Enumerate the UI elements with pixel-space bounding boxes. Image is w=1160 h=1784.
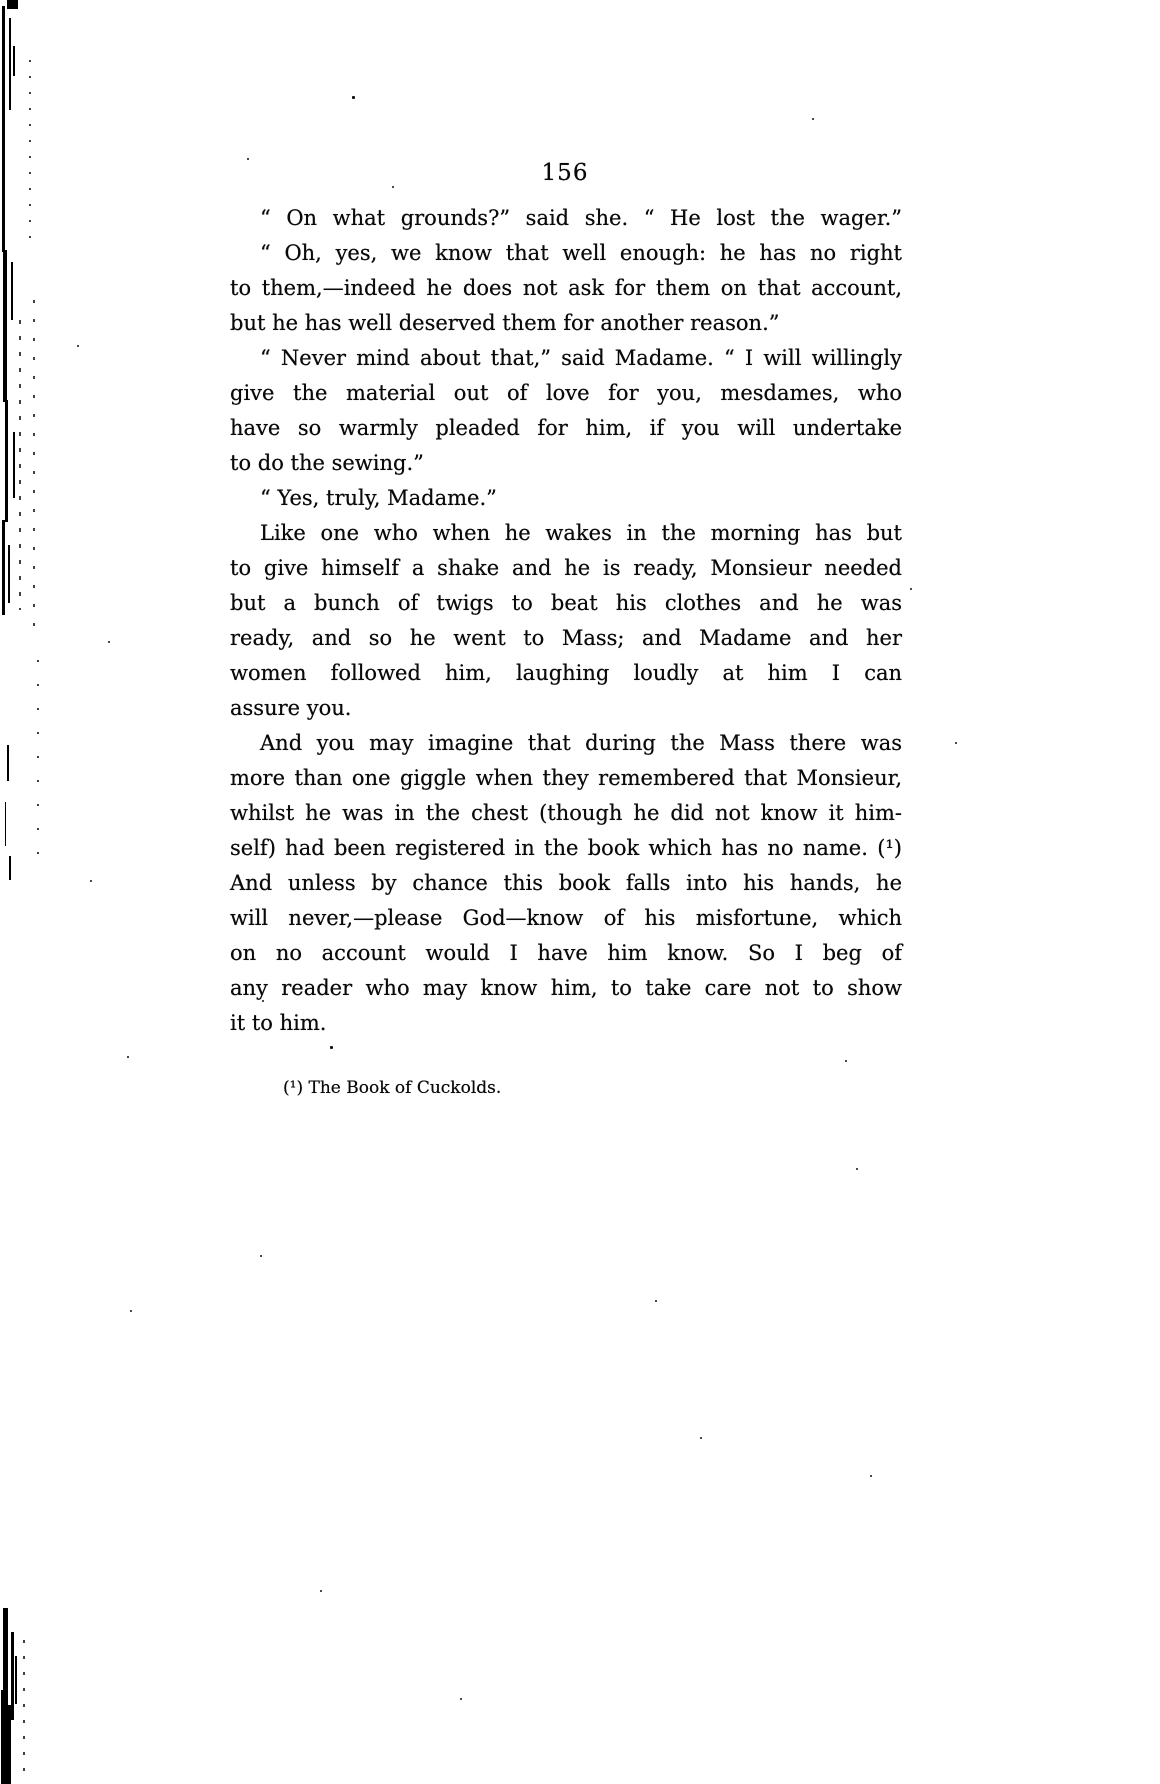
scan-speckle — [700, 1437, 702, 1439]
scan-speckle — [320, 1590, 322, 1592]
footnote: (¹) The Book of Cuckolds. — [283, 1078, 502, 1098]
scan-speckle — [392, 186, 394, 188]
text-line: to give himself a shake and he is ready, Monsieur needed — [230, 556, 902, 580]
text-line: it to him. — [230, 1011, 327, 1035]
text-line: to them,—indeed he does not ask for them on that account, — [230, 276, 902, 300]
scan-speckle — [130, 1310, 132, 1312]
text-line: have so warmly pleaded for him, if you will undertake — [230, 416, 902, 440]
paragraph — [230, 341, 902, 481]
paragraph — [230, 481, 902, 516]
text-line: self) had been registered in the book which has no name. (¹) — [230, 836, 902, 860]
scan-speckle — [352, 96, 355, 99]
text-line: Like one who when he wakes in the morning has but — [260, 521, 902, 545]
text-line: women followed him, laughing loudly at him I can — [230, 661, 902, 685]
paragraph — [230, 516, 902, 726]
text-line: give the material out of love for you, mesdames, who — [230, 381, 902, 405]
scan-speckle — [127, 1056, 129, 1058]
text-line: more than one giggle when they remembered that Monsieur, — [230, 766, 902, 790]
text-line: “ Never mind about that,” said Madame. “ I will willingly — [260, 346, 902, 370]
text-line: ready, and so he went to Mass; and Madame and her — [230, 626, 902, 650]
text-line: to do the sewing.” — [230, 451, 424, 475]
text-line: any reader who may know him, to take care not to show — [230, 976, 902, 1000]
scan-speckle — [330, 1046, 333, 1049]
paragraph — [230, 201, 902, 236]
scan-speckle — [910, 588, 912, 590]
scan-speckle — [955, 742, 957, 744]
scan-speckle — [870, 1475, 872, 1477]
text-line: will never,—please God—know of his misfortune, which — [230, 906, 902, 930]
scan-speckle — [77, 345, 79, 347]
scan-speckle — [90, 880, 92, 882]
text-line: but he has well deserved them for another reason.” — [230, 311, 780, 335]
paragraph — [230, 726, 902, 1041]
scan-gutter-artifact — [0, 0, 48, 1784]
text-line: but a bunch of twigs to beat his clothes and he was — [230, 591, 902, 615]
page-text — [230, 201, 902, 1041]
text-line: “ On what grounds?” said she. “ He lost the wager.” — [260, 206, 902, 230]
text-line: “ Oh, yes, we know that well enough: he has no right — [260, 241, 902, 265]
paragraph — [230, 236, 902, 341]
scan-speckle — [655, 1300, 657, 1302]
text-line: And you may imagine that during the Mass there was — [260, 731, 902, 755]
scan-speckle — [260, 1255, 262, 1257]
scan-speckle — [845, 1060, 847, 1062]
scan-speckle — [108, 641, 110, 643]
text-line: And unless by chance this book falls into his hands, he — [230, 871, 902, 895]
text-line: on no account would I have him know. So I beg of — [230, 941, 902, 965]
text-line: whilst he was in the chest (though he did not know it him- — [230, 801, 902, 825]
text-line: “ Yes, truly, Madame.” — [260, 486, 497, 510]
scan-speckle — [460, 1698, 462, 1700]
scan-speckle — [812, 118, 814, 120]
text-line: assure you. — [230, 696, 352, 720]
scan-speckle — [856, 1168, 858, 1170]
page-number: 156 — [541, 160, 589, 186]
